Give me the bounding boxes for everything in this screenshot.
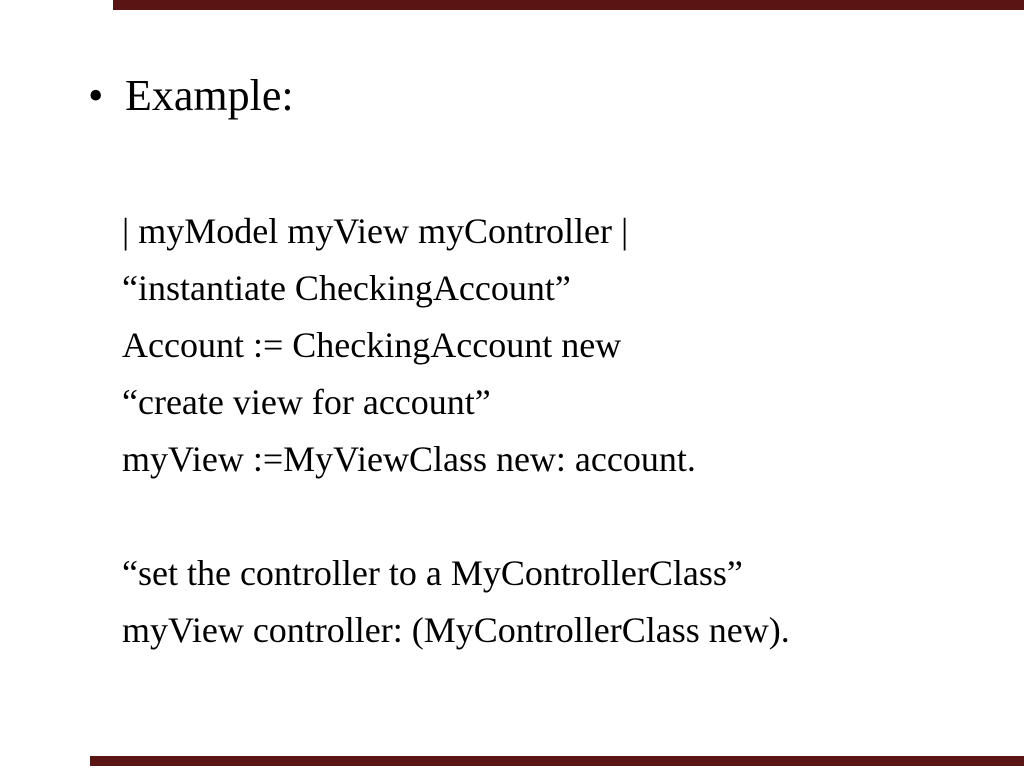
code-line-blank	[122, 488, 790, 545]
code-line: “instantiate CheckingAccount”	[122, 268, 571, 308]
code-line: | myModel myView myController |	[122, 211, 629, 251]
code-line: “set the controller to a MyControllerClass”	[122, 553, 743, 593]
code-line: Account := CheckingAccount new	[122, 325, 622, 365]
bottom-accent-bar	[90, 756, 1024, 766]
top-accent-bar	[113, 0, 1024, 10]
code-block	[122, 203, 790, 659]
heading-label: Example:	[125, 71, 294, 120]
bullet-marker: •	[88, 71, 104, 120]
code-line: “create view for account”	[122, 382, 491, 422]
code-line: myView :=MyViewClass new: account.	[122, 439, 696, 479]
code-line: myView controller: (MyControllerClass new).	[122, 610, 790, 650]
bullet-heading	[88, 70, 294, 123]
